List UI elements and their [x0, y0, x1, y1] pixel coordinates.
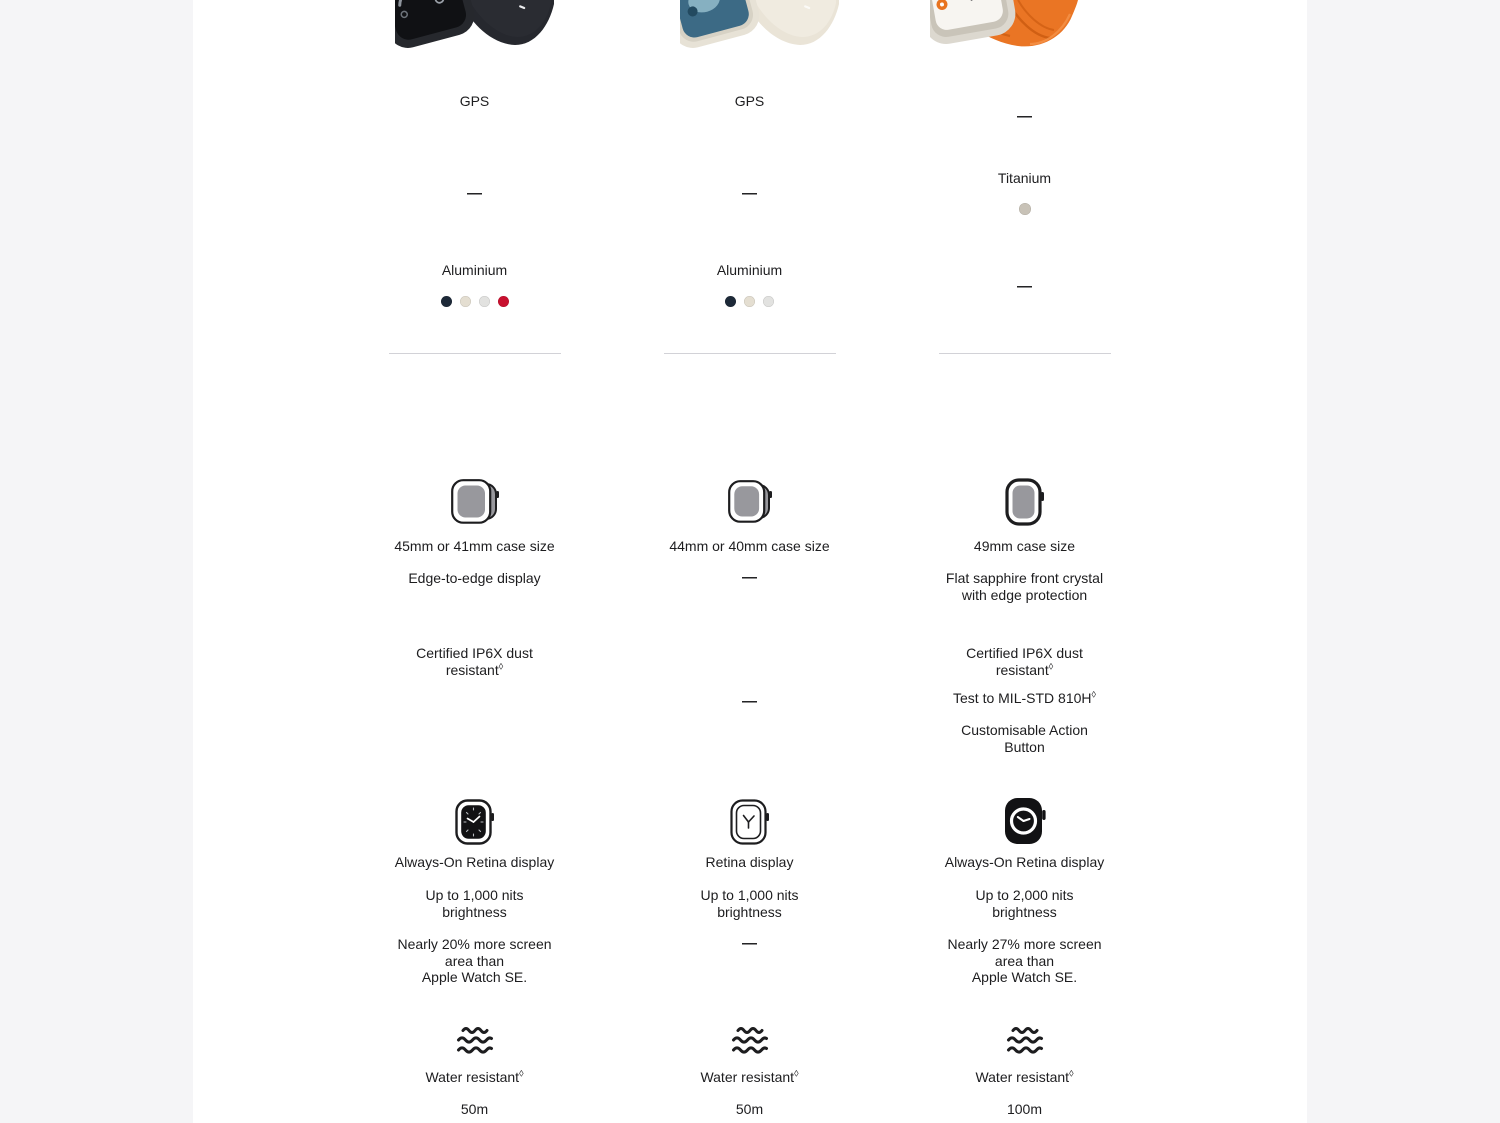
- water-waves-icon: [337, 1024, 612, 1056]
- footnote-marker: ◊: [1069, 1068, 1074, 1079]
- water-depth-label: 50m: [460, 1101, 489, 1117]
- product-column-3: [887, 0, 1162, 1123]
- water-resistant-label: Water resistant◊: [700, 1068, 799, 1085]
- colour-swatches: [887, 203, 1162, 215]
- watch-photo-midnight: [395, 0, 555, 58]
- footnote-marker: ◊: [1048, 660, 1054, 671]
- material-label: Titanium: [997, 170, 1052, 186]
- swatch-silver: [763, 296, 774, 307]
- water-resistant-label: Water resistant◊: [425, 1068, 524, 1085]
- brightness-label: Up to 1,000 nits brightness: [425, 887, 524, 920]
- screen-area-label: Nearly 27% more screen area than Apple Watch SE.: [947, 936, 1102, 985]
- display-type-label: Always-On Retina display: [394, 854, 555, 870]
- colour-swatches: [337, 296, 612, 307]
- dust-resistance-label: Certified IP6X dust resistant◊: [966, 645, 1083, 678]
- footnote-marker: ◊: [794, 1068, 799, 1079]
- dual-case-icon: [612, 479, 887, 525]
- product-column-2: [612, 0, 887, 1123]
- dual-case-icon: [337, 479, 612, 525]
- mil-std-label: Test to MIL-STD 810H◊: [953, 689, 1096, 706]
- retina-display-icon: [612, 799, 887, 845]
- colour-swatches: [612, 296, 887, 307]
- display-type-label: Always-On Retina display: [944, 854, 1105, 870]
- water-depth-label: 100m: [1006, 1101, 1043, 1117]
- dust-resistance-dash: —: [742, 693, 757, 710]
- brightness-label: Up to 1,000 nits brightness: [700, 887, 799, 920]
- product-column-1: [337, 0, 612, 1123]
- swatch-red: [498, 296, 509, 307]
- display-feature-dash: —: [742, 569, 757, 586]
- water-depth-label: 50m: [735, 1101, 764, 1117]
- swatch-silver: [479, 296, 490, 307]
- swatch-starlight: [460, 296, 471, 307]
- material-label: Aluminium: [441, 262, 508, 278]
- case-size-label: 49mm case size: [973, 538, 1076, 554]
- display-feature-label: Edge-to-edge display: [408, 570, 541, 586]
- watch-photo-ultra: [930, 0, 1080, 62]
- divider: [389, 353, 561, 354]
- water-waves-icon: [887, 1024, 1162, 1056]
- display-feature-label: Flat sapphire front crystal with edge protection: [945, 570, 1104, 603]
- watch-hero-image-ultra: [930, 0, 1080, 65]
- swatch-titanium: [1019, 203, 1031, 215]
- connectivity-label: GPS: [734, 93, 765, 109]
- footnote-marker: ◊: [498, 660, 504, 671]
- watch-hero-image-starlight: [680, 0, 840, 61]
- single-case-icon: [887, 478, 1162, 526]
- swatch-midnight: [441, 296, 452, 307]
- watch-hero-image-midnight: [395, 0, 555, 61]
- always-on-retina-display-icon: [337, 799, 612, 845]
- watch-photo-starlight: [680, 0, 840, 58]
- water-waves-icon: [612, 1024, 887, 1056]
- divider: [939, 353, 1111, 354]
- case-size-label: 44mm or 40mm case size: [669, 538, 830, 554]
- display-type-label: Retina display: [705, 854, 794, 870]
- screen-area-label: Nearly 20% more screen area than Apple Watch SE.: [397, 936, 552, 985]
- footnote-marker: ◊: [1091, 689, 1096, 700]
- dust-resistance-label: Certified IP6X dust resistant◊: [416, 645, 533, 678]
- divider: [664, 353, 836, 354]
- connectivity-label: GPS: [459, 93, 490, 109]
- compare-columns: [337, 0, 1162, 1123]
- screen-area-dash: —: [742, 935, 757, 952]
- case-size-label: 45mm or 41mm case size: [394, 538, 555, 554]
- connectivity-dash: —: [1017, 108, 1032, 125]
- cellular-dash: —: [1017, 278, 1032, 295]
- cellular-dash: —: [467, 185, 482, 202]
- cellular-dash: —: [742, 185, 757, 202]
- footnote-marker: ◊: [519, 1068, 524, 1079]
- material-label: Aluminium: [716, 262, 783, 278]
- water-resistant-label: Water resistant◊: [975, 1068, 1074, 1085]
- brightness-label: Up to 2,000 nits brightness: [975, 887, 1074, 920]
- swatch-starlight: [744, 296, 755, 307]
- action-button-label: Customisable Action Button: [961, 722, 1088, 755]
- ultra-retina-display-icon: [887, 797, 1162, 845]
- swatch-midnight: [725, 296, 736, 307]
